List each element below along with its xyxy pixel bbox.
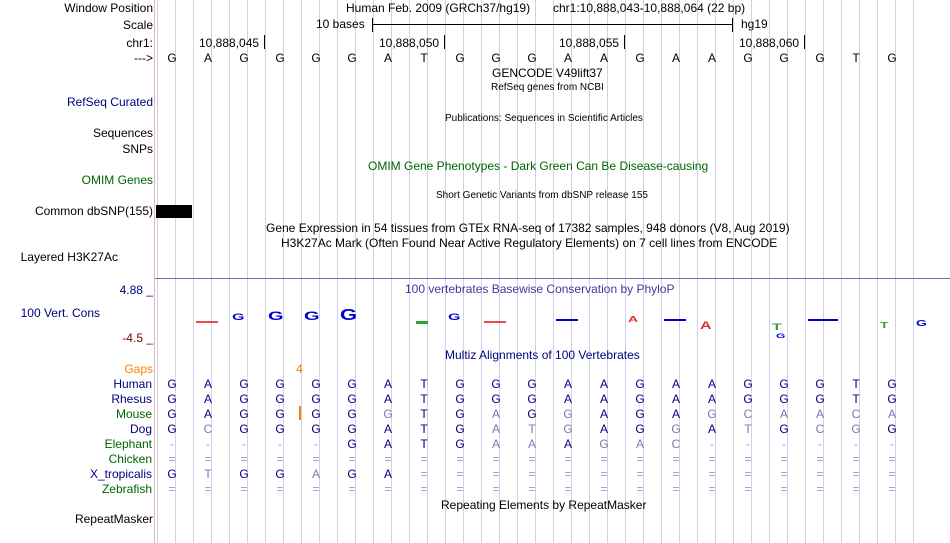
- reference-base: G: [887, 51, 897, 65]
- alignment-base: G: [275, 422, 285, 436]
- cons-bar-18: [808, 319, 838, 321]
- cons-glyph-G-4: G: [304, 309, 320, 323]
- alignment-base: =: [636, 467, 644, 481]
- omim-genes-label[interactable]: OMIM Genes: [81, 173, 153, 187]
- alignment-base: G: [383, 407, 393, 421]
- alignment-base: -: [782, 437, 786, 451]
- cons-bar-10: [484, 321, 506, 323]
- alignment-base: A: [599, 392, 608, 406]
- reference-base: G: [455, 51, 465, 65]
- alignment-base: =: [708, 467, 716, 481]
- species-label-elephant[interactable]: Elephant: [104, 437, 152, 451]
- alignment-base: A: [491, 407, 500, 421]
- reference-base: A: [707, 51, 716, 65]
- alignment-base: =: [456, 467, 464, 481]
- publications-track-title[interactable]: Publications: Sequences in Scientific Articles: [445, 113, 643, 124]
- alignment-base: C: [851, 407, 861, 421]
- alignment-base: G: [455, 407, 465, 421]
- alignment-base: G: [275, 392, 285, 406]
- gaps-label[interactable]: Gaps: [124, 362, 153, 376]
- species-label-rhesus[interactable]: Rhesus: [111, 392, 152, 406]
- alignment-base: C: [815, 422, 825, 436]
- cons-glyph-A-13: A: [627, 315, 639, 325]
- gtex-track-title[interactable]: Gene Expression in 54 tissues from GTEx RNA-seq of 17382 samples, 948 donors (V8, Aug 2019): [266, 221, 790, 235]
- alignment-base: -: [890, 437, 894, 451]
- alignment-base: T: [204, 467, 212, 481]
- alignment-base: A: [203, 392, 212, 406]
- vert-cons-label[interactable]: 100 Vert. Cons: [20, 306, 100, 320]
- alignment-base: -: [278, 437, 282, 451]
- alignment-base: G: [779, 377, 789, 391]
- reference-base: G: [743, 51, 753, 65]
- alignment-base: G: [635, 422, 645, 436]
- snps-label[interactable]: SNPs: [122, 142, 153, 156]
- alignment-base: G: [527, 407, 537, 421]
- alignment-base: A: [671, 407, 680, 421]
- alignment-base: =: [240, 452, 248, 466]
- alignment-base: -: [710, 437, 714, 451]
- alignment-base: T: [420, 392, 428, 406]
- alignment-base: A: [563, 377, 572, 391]
- sequences-label[interactable]: Sequences: [92, 126, 153, 140]
- alignment-base: =: [456, 452, 464, 466]
- reference-base: G: [239, 51, 249, 65]
- alignment-base: =: [636, 482, 644, 496]
- alignment-base: =: [744, 452, 752, 466]
- alignment-base: G: [635, 407, 645, 421]
- alignment-base: G: [707, 407, 717, 421]
- alignment-base: A: [707, 377, 716, 391]
- alignment-base: G: [239, 392, 249, 406]
- alignment-base: =: [672, 482, 680, 496]
- alignment-base: C: [743, 407, 753, 421]
- alignment-base: =: [780, 467, 788, 481]
- alignment-base: T: [852, 377, 860, 391]
- alignment-base: A: [383, 437, 392, 451]
- alignment-base: A: [491, 422, 500, 436]
- alignment-base: G: [239, 467, 249, 481]
- alignment-base: T: [852, 392, 860, 406]
- alignment-base: G: [347, 422, 357, 436]
- alignment-base: G: [815, 377, 825, 391]
- alignment-base: A: [203, 407, 212, 421]
- alignment-base: A: [707, 392, 716, 406]
- alignment-base: =: [240, 482, 248, 496]
- strand-arrow-label[interactable]: --->: [134, 51, 153, 65]
- alignment-base: =: [276, 482, 284, 496]
- alignment-base: G: [563, 407, 573, 421]
- species-label-chicken[interactable]: Chicken: [108, 452, 152, 466]
- refseq-curated-label[interactable]: RefSeq Curated: [66, 95, 153, 109]
- alignment-base: A: [563, 392, 572, 406]
- alignment-base: G: [347, 407, 357, 421]
- alignment-base: A: [671, 377, 680, 391]
- alignment-base: G: [779, 422, 789, 436]
- alignment-base: A: [383, 377, 392, 391]
- repeatmasker-track-title[interactable]: Repeating Elements by RepeatMasker: [441, 498, 647, 512]
- alignment-base: G: [671, 422, 681, 436]
- reference-base: A: [203, 51, 212, 65]
- reference-base: G: [167, 51, 177, 65]
- alignment-base: G: [779, 392, 789, 406]
- omim-track-title[interactable]: OMIM Gene Phenotypes - Dark Green Can Be Disease-causing: [368, 159, 709, 173]
- cons-glyph-T-17: T: [772, 321, 782, 333]
- alignment-base: =: [888, 452, 896, 466]
- species-label-zebrafish[interactable]: Zebrafish: [101, 482, 152, 496]
- alignment-base: -: [854, 437, 858, 451]
- alignment-base: G: [311, 377, 321, 391]
- alignment-base: G: [347, 377, 357, 391]
- scale-label: Scale: [122, 18, 153, 32]
- alignment-base: =: [420, 452, 428, 466]
- alignment-base: =: [816, 467, 824, 481]
- alignment-base: G: [527, 377, 537, 391]
- alignment-base: A: [527, 437, 536, 451]
- coord-label-4: 10,888,060: [739, 36, 800, 50]
- alignment-base: -: [314, 437, 318, 451]
- alignment-base: G: [239, 407, 249, 421]
- alignment-base: A: [563, 437, 572, 451]
- alignment-base: -: [242, 437, 246, 451]
- alignment-base: G: [563, 422, 573, 436]
- alignment-base: G: [887, 392, 897, 406]
- alignment-base: =: [384, 452, 392, 466]
- reference-base: G: [635, 51, 645, 65]
- alignment-base: G: [167, 392, 177, 406]
- alignment-base: T: [420, 422, 428, 436]
- alignment-base: G: [635, 392, 645, 406]
- cons-glyph-A-15: A: [699, 318, 712, 332]
- alignment-base: =: [528, 482, 536, 496]
- alignment-base: A: [599, 422, 608, 436]
- alignment-base: -: [206, 437, 210, 451]
- alignment-base: =: [528, 467, 536, 481]
- alignment-base: A: [383, 392, 392, 406]
- cons-bar-12: [556, 319, 578, 321]
- coord-label-1: 10,888,045: [199, 36, 260, 50]
- alignment-base: C: [671, 437, 681, 451]
- alignment-base: =: [636, 452, 644, 466]
- species-label-human[interactable]: Human: [113, 377, 152, 391]
- reference-base: A: [383, 51, 392, 65]
- window-position-value: chr1:10,888,043-10,888,064 (22 bp): [553, 1, 746, 15]
- refseq-track-title[interactable]: RefSeq genes from NCBI: [491, 82, 604, 93]
- reference-base: A: [563, 51, 572, 65]
- alignment-base: =: [456, 482, 464, 496]
- species-label-x-tropicalis[interactable]: X_tropicalis: [89, 467, 152, 481]
- alignment-base: G: [455, 377, 465, 391]
- cons-glyph-G-21: G: [916, 319, 927, 329]
- alignment-base: A: [203, 377, 212, 391]
- alignment-base: A: [599, 377, 608, 391]
- alignment-base: G: [851, 422, 861, 436]
- reference-base: T: [420, 51, 428, 65]
- alignment-base: =: [708, 452, 716, 466]
- alignment-base: =: [492, 467, 500, 481]
- cons-glyph-G-9: G: [448, 311, 461, 323]
- alignment-base: A: [671, 392, 680, 406]
- window-position-label: Window Position: [64, 1, 153, 15]
- scale-db-text: hg19: [741, 17, 768, 31]
- cons-glyph-G-17: G: [776, 332, 786, 340]
- alignment-base: =: [564, 482, 572, 496]
- alignment-base: G: [311, 422, 321, 436]
- alignment-base: A: [491, 437, 500, 451]
- alignment-base: A: [311, 467, 320, 481]
- alignment-base: G: [815, 392, 825, 406]
- alignment-base: =: [744, 467, 752, 481]
- scale-bases-text: 10 bases: [316, 17, 365, 31]
- species-label-dog[interactable]: Dog: [129, 422, 152, 436]
- layered-h3k27ac-label[interactable]: Layered H3K27Ac: [20, 250, 118, 264]
- alignment-base: =: [780, 482, 788, 496]
- assembly-title: Human Feb. 2009 (GRCh37/hg19): [346, 1, 531, 15]
- phylop-track-title[interactable]: 100 vertebrates Basewise Conservation by PhyloP: [405, 282, 675, 296]
- alignment-base: T: [420, 407, 428, 421]
- alignment-base: =: [672, 452, 680, 466]
- alignment-base: =: [852, 467, 860, 481]
- alignment-base: =: [816, 482, 824, 496]
- alignment-base: G: [275, 407, 285, 421]
- reference-base: A: [671, 51, 680, 65]
- alignment-base: =: [852, 482, 860, 496]
- alignment-base: A: [599, 407, 608, 421]
- phylop-max-label: 4.88 _: [119, 283, 153, 297]
- alignment-base: G: [491, 392, 501, 406]
- h3k27ac-track-title[interactable]: H3K27Ac Mark (Often Found Near Active Regulatory Elements) on 7 cell lines from ENCODE: [281, 236, 778, 250]
- alignment-base: A: [887, 407, 896, 421]
- coord-label-3: 10,888,055: [559, 36, 620, 50]
- alignment-base: =: [312, 482, 320, 496]
- gaps-count: 4: [296, 362, 303, 376]
- chr-label: chr1:: [126, 36, 153, 50]
- alignment-base: A: [635, 437, 644, 451]
- alignment-base: =: [744, 482, 752, 496]
- alignment-base: G: [887, 422, 897, 436]
- alignment-base: =: [348, 452, 356, 466]
- reference-base: G: [347, 51, 357, 65]
- alignment-base: G: [167, 407, 177, 421]
- alignment-base: -: [746, 437, 750, 451]
- reference-base: G: [815, 51, 825, 65]
- reference-base: G: [311, 51, 321, 65]
- cons-bar-7: [416, 321, 428, 324]
- coord-label-2: 10,888,050: [379, 36, 440, 50]
- alignment-base: G: [491, 377, 501, 391]
- alignment-base: G: [167, 422, 177, 436]
- alignment-base: =: [672, 467, 680, 481]
- alignment-base: A: [707, 422, 716, 436]
- alignment-base: G: [599, 437, 609, 451]
- alignment-base: G: [455, 422, 465, 436]
- reference-base: G: [275, 51, 285, 65]
- cons-glyph-G-5: G: [340, 307, 358, 325]
- repeatmasker-label[interactable]: RepeatMasker: [74, 512, 153, 526]
- alignment-base: =: [492, 452, 500, 466]
- alignment-base: G: [167, 467, 177, 481]
- alignment-base: =: [420, 467, 428, 481]
- alignment-base: C: [203, 422, 213, 436]
- alignment-base: T: [420, 377, 428, 391]
- alignment-base: T: [744, 422, 752, 436]
- alignment-base: -: [818, 437, 822, 451]
- alignment-base: G: [167, 377, 177, 391]
- alignment-base: =: [420, 482, 428, 496]
- cons-glyph-T-20: T: [880, 321, 889, 331]
- alignment-base: =: [564, 467, 572, 481]
- common-dbsnp-label[interactable]: Common dbSNP(155): [34, 204, 153, 218]
- alignment-base: G: [743, 392, 753, 406]
- alignment-base: G: [743, 377, 753, 391]
- alignment-base: T: [528, 422, 536, 436]
- alignment-base: G: [275, 467, 285, 481]
- alignment-base: G: [527, 392, 537, 406]
- alignment-base: =: [492, 482, 500, 496]
- alignment-base: G: [311, 407, 321, 421]
- alignment-base: G: [455, 392, 465, 406]
- phylop-min-label: -4.5 _: [122, 331, 153, 345]
- cons-bar-1: [196, 321, 218, 323]
- alignment-base: A: [779, 407, 788, 421]
- alignment-base: G: [275, 377, 285, 391]
- alignment-base: =: [888, 467, 896, 481]
- alignment-base: =: [204, 482, 212, 496]
- alignment-base: =: [348, 482, 356, 496]
- cons-glyph-G-3: G: [268, 309, 284, 323]
- alignment-base: =: [564, 452, 572, 466]
- alignment-base: =: [600, 467, 608, 481]
- alignment-base: A: [815, 407, 824, 421]
- alignment-base: =: [852, 452, 860, 466]
- reference-base: T: [852, 51, 860, 65]
- alignment-base: G: [239, 422, 249, 436]
- alignment-base: G: [311, 392, 321, 406]
- reference-base: G: [779, 51, 789, 65]
- species-label-mouse[interactable]: Mouse: [115, 407, 152, 421]
- alignment-base: =: [384, 482, 392, 496]
- alignment-base: =: [168, 482, 176, 496]
- alignment-base: G: [347, 392, 357, 406]
- alignment-base: =: [780, 452, 788, 466]
- cons-bar-14: [664, 319, 686, 321]
- alignment-base: =: [816, 452, 824, 466]
- alignment-base: =: [600, 482, 608, 496]
- alignment-base: =: [600, 452, 608, 466]
- alignment-base: =: [708, 482, 716, 496]
- alignment-base: G: [635, 377, 645, 391]
- alignment-base: A: [383, 467, 392, 481]
- alignment-base: G: [239, 377, 249, 391]
- alignment-base: =: [528, 452, 536, 466]
- alignment-base: =: [888, 482, 896, 496]
- alignment-base: =: [312, 452, 320, 466]
- alignment-base: =: [204, 452, 212, 466]
- alignment-base: A: [383, 422, 392, 436]
- alignment-base: -: [170, 437, 174, 451]
- reference-base: G: [491, 51, 501, 65]
- alignment-base: G: [887, 377, 897, 391]
- alignment-base: G: [347, 467, 357, 481]
- dbsnp-track-title[interactable]: Short Genetic Variants from dbSNP release 155: [436, 190, 648, 201]
- alignment-base: =: [168, 452, 176, 466]
- reference-base: G: [527, 51, 537, 65]
- alignment-base: T: [420, 437, 428, 451]
- gencode-track-title[interactable]: GENCODE V49lift37: [492, 66, 603, 80]
- alignment-base: G: [455, 437, 465, 451]
- reference-base: A: [599, 51, 608, 65]
- cons-glyph-G-2: G: [232, 311, 245, 323]
- multiz-track-title[interactable]: Multiz Alignments of 100 Vertebrates: [445, 348, 640, 362]
- alignment-base: G: [347, 437, 357, 451]
- alignment-base: =: [276, 452, 284, 466]
